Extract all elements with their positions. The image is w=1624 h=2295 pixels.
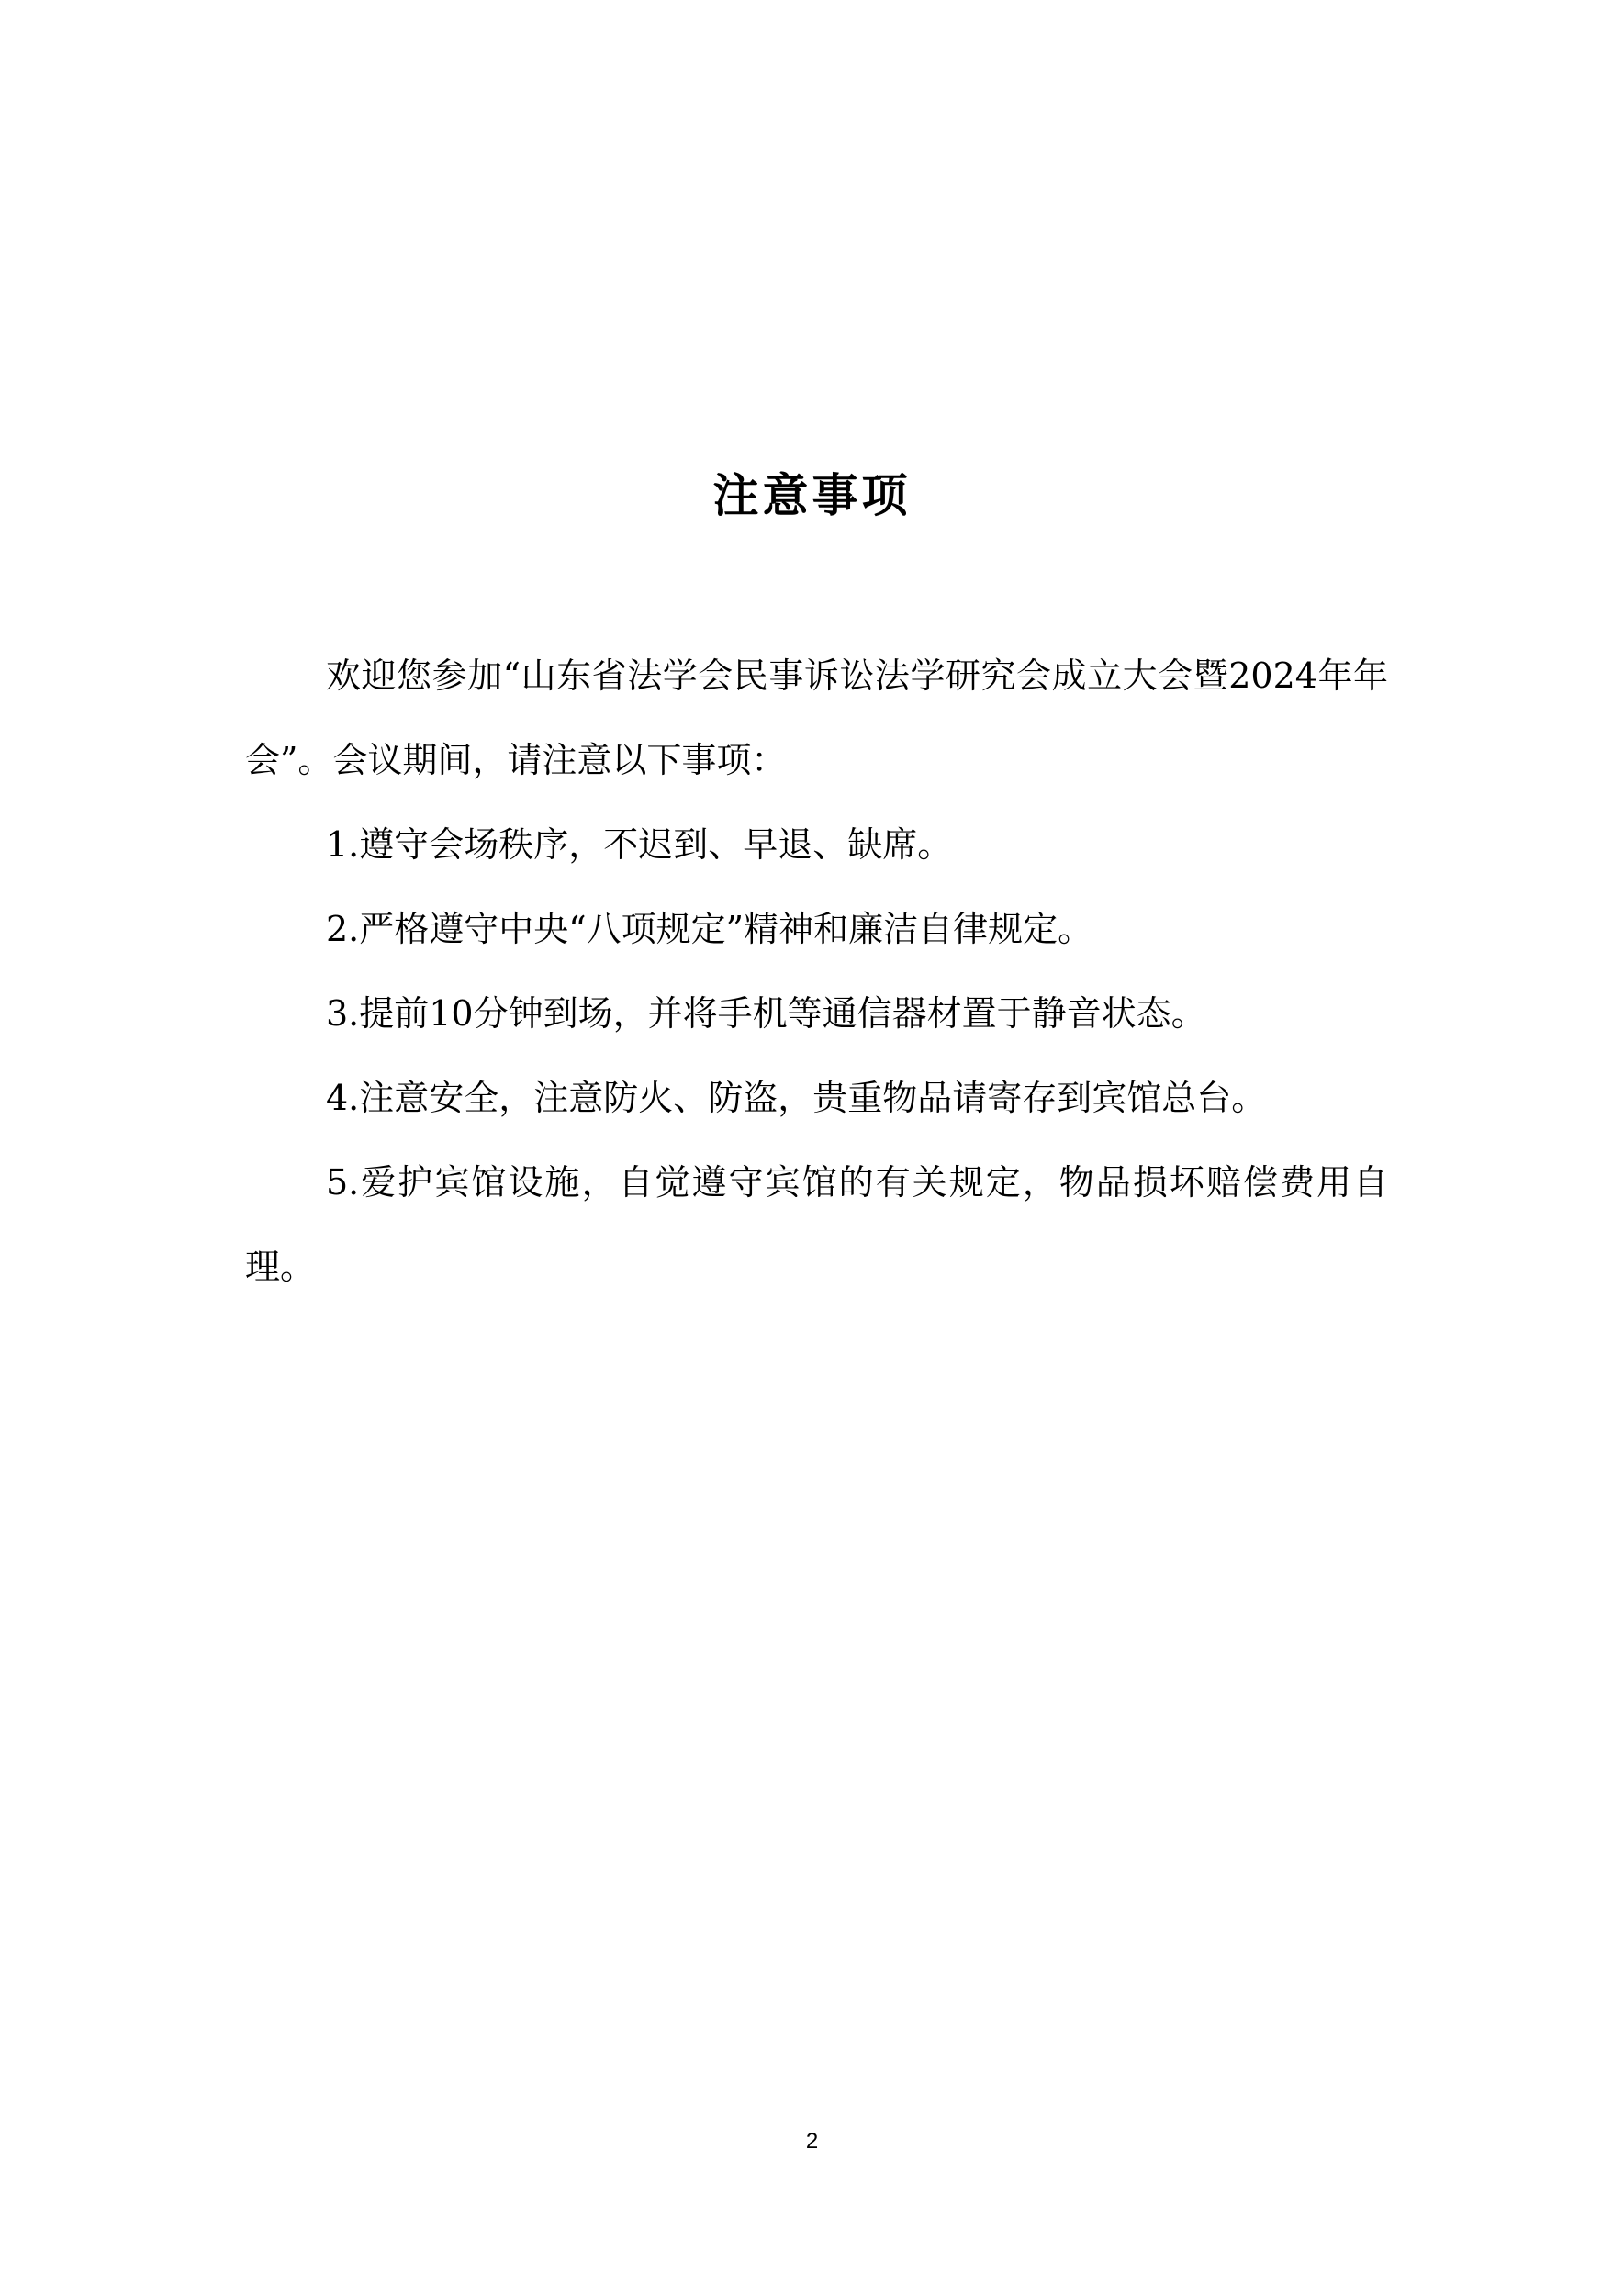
- notice-item-1: 1.遵守会场秩序，不迟到、早退、缺席。: [326, 824, 953, 865]
- notice-item-5: 5.爱护宾馆设施，自觉遵守宾馆的有关规定，物品损坏赔偿费用自理。: [245, 1162, 1388, 1287]
- page-number: 2: [805, 2129, 819, 2154]
- notice-item-4: 4.注意安全，注意防火、防盗，贵重物品请寄存到宾馆总台。: [326, 1078, 1267, 1118]
- page-title: 注意事项: [712, 469, 912, 522]
- notice-item-2: 2.严格遵守中央“八项规定”精神和廉洁自律规定。: [326, 909, 1093, 949]
- intro-paragraph: 欢迎您参加“山东省法学会民事诉讼法学研究会成立大会暨2024年年会”。会议期间，请注意以下事项：: [245, 655, 1388, 780]
- notice-item-3: 3.提前10分钟到场，并将手机等通信器材置于静音状态。: [326, 993, 1206, 1034]
- notice-body: [245, 633, 1388, 1309]
